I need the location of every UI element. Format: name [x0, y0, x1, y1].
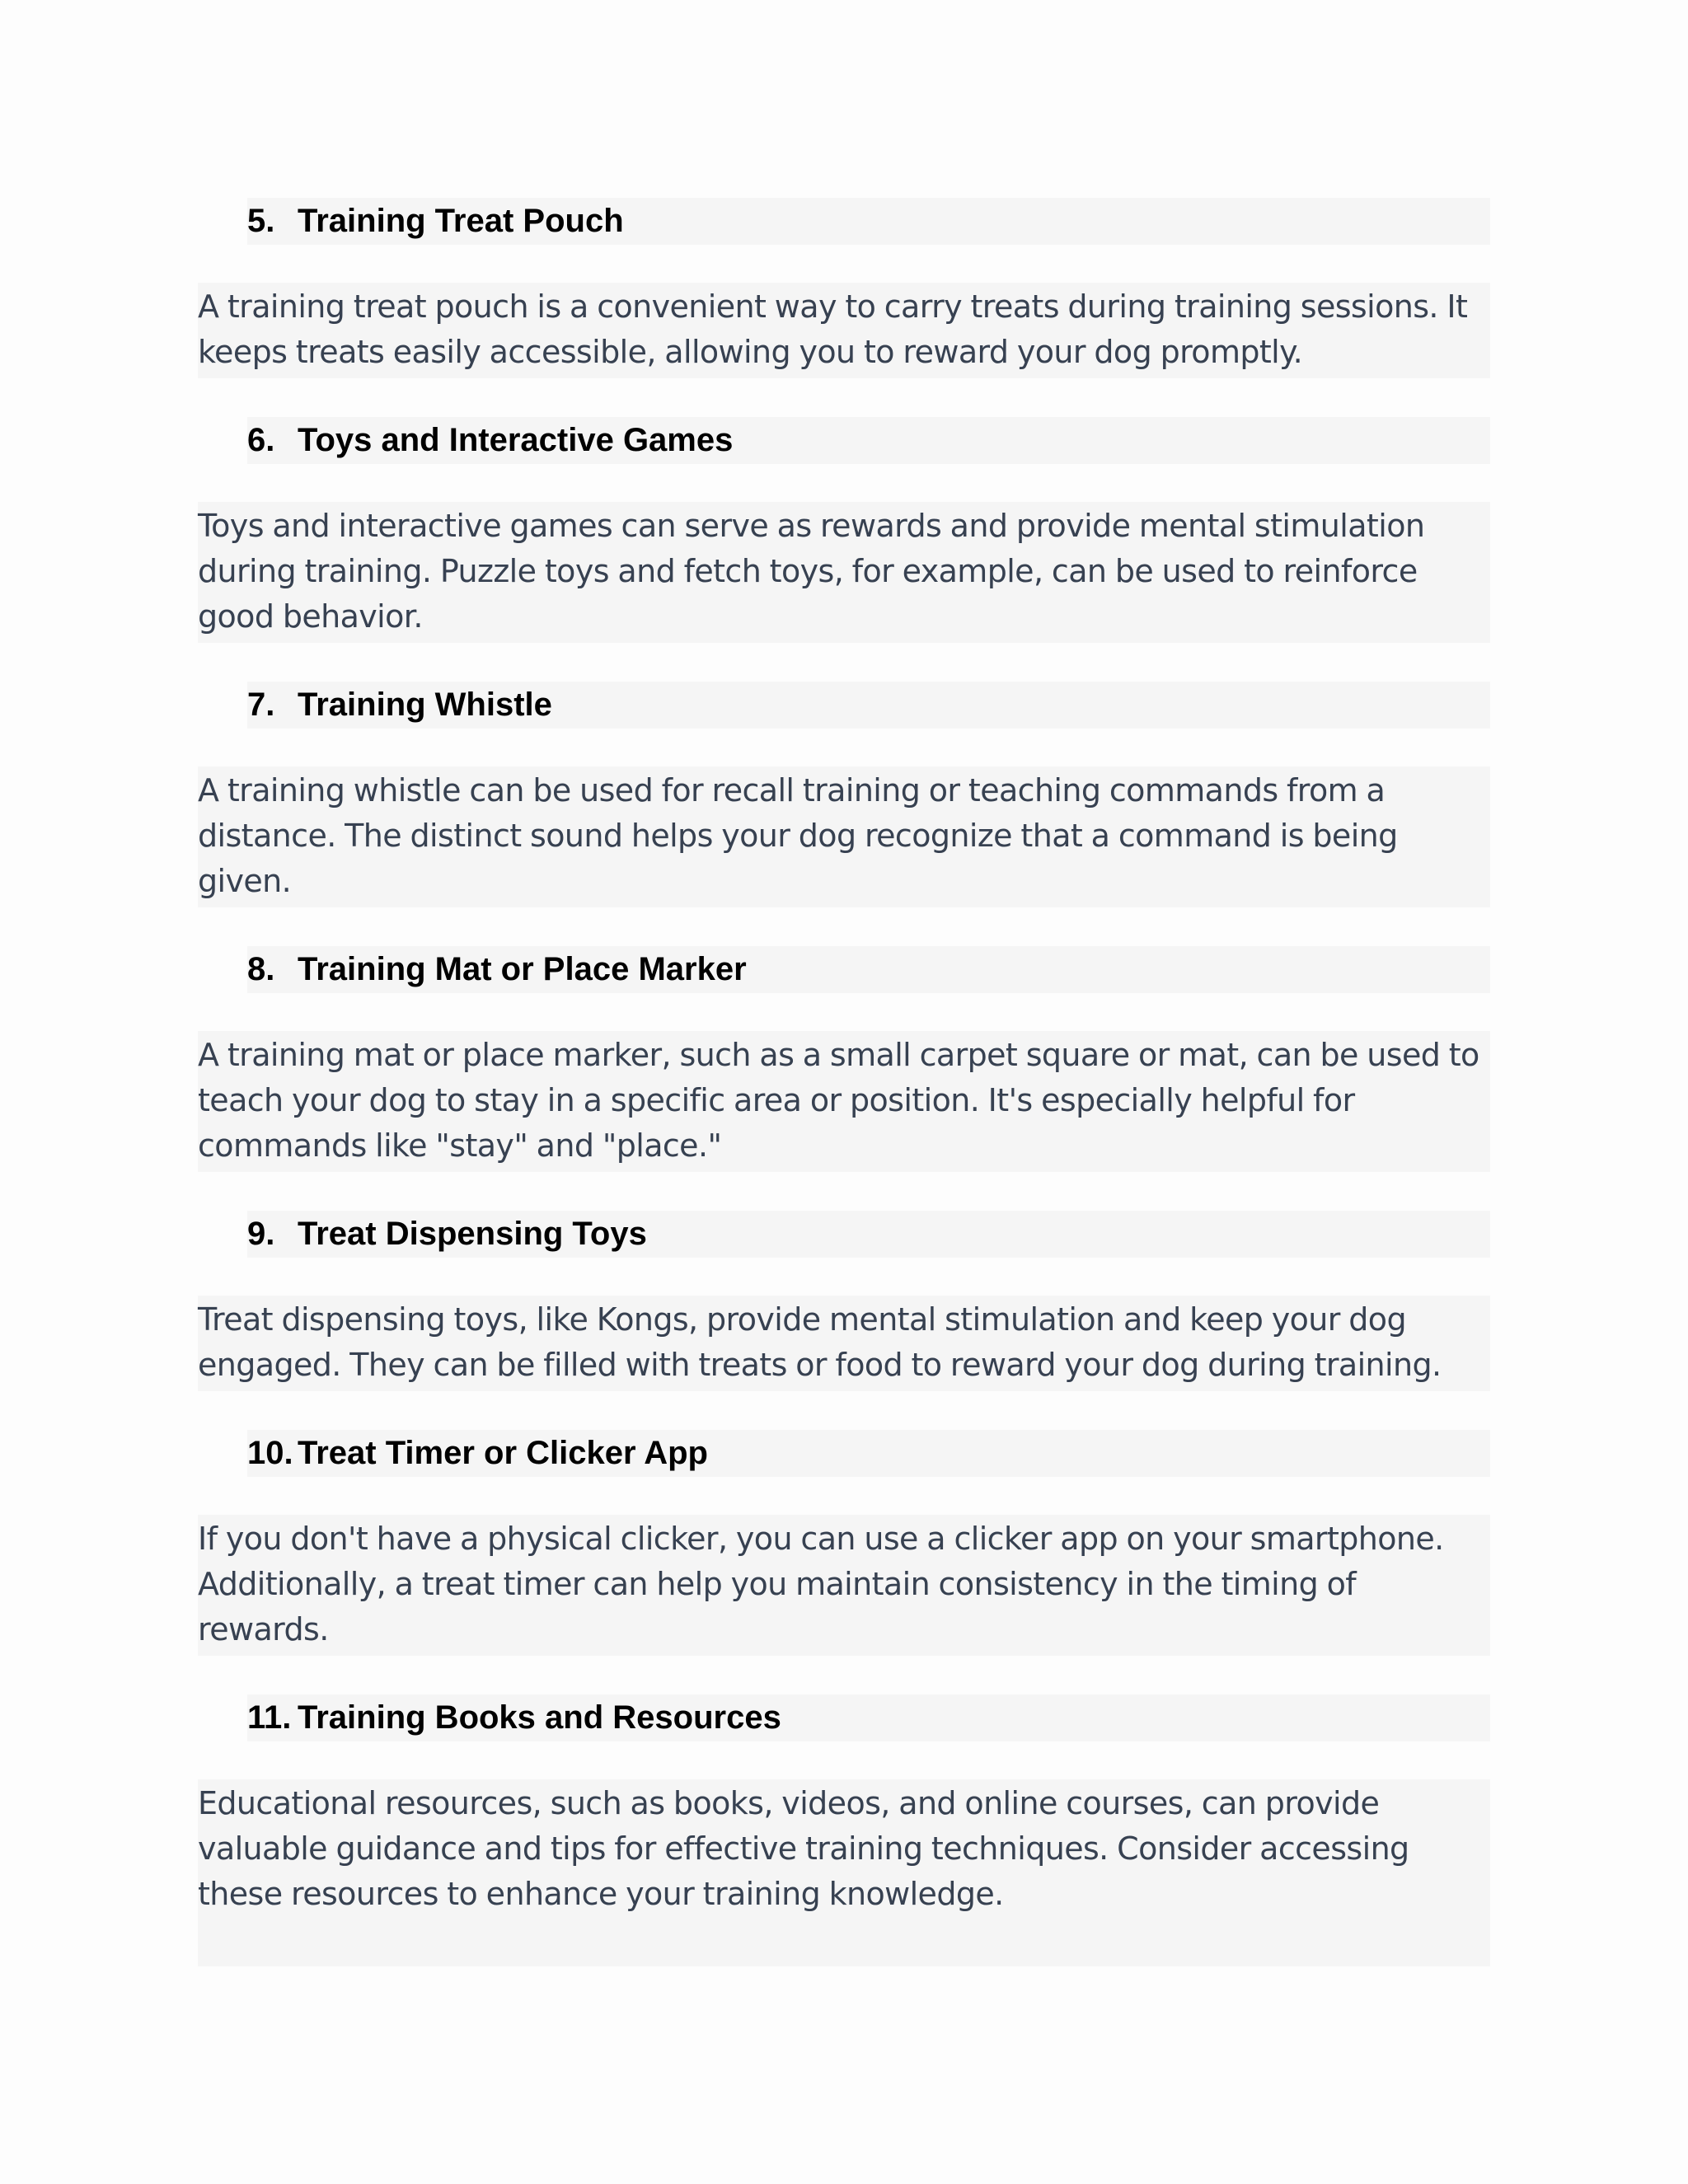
section-paragraph: Toys and interactive games can serve as rewards and provide mental stimulation during training. Puzzle toys and fetch toys, for example, can be used to reinforce good behavior. — [198, 502, 1490, 643]
section-paragraph: A training treat pouch is a convenient way to carry treats during training sessions. It keeps treats easily accessible, allowing you to reward your dog promptly. — [198, 283, 1490, 378]
section-title: Training Books and Resources — [298, 1699, 781, 1736]
section-number: 6. — [247, 422, 275, 458]
section-paragraph: A training whistle can be used for recall training or teaching commands from a distance. The distinct sound helps your dog recognize that a command is being given. — [198, 766, 1490, 907]
section-paragraph: If you don't have a physical clicker, you can use a clicker app on your smartphone. Additionally, a treat timer can help you maintain consistency in the timing of rewards. — [198, 1515, 1490, 1656]
section-title: Treat Timer or Clicker App — [298, 1435, 708, 1471]
document-page — [198, 198, 1490, 2005]
section-number: 5. — [247, 203, 275, 239]
section-title: Training Whistle — [298, 687, 552, 723]
section-heading — [247, 1430, 1490, 1477]
section-number: 8. — [247, 951, 275, 987]
section-paragraph: Treat dispensing toys, like Kongs, provide mental stimulation and keep your dog engaged. They can be filled with treats or food to reward your dog during training. — [198, 1296, 1490, 1391]
section-title: Training Treat Pouch — [298, 203, 624, 239]
section-number: 9. — [247, 1216, 275, 1252]
section-number: 7. — [247, 687, 275, 723]
section-heading — [247, 682, 1490, 729]
section-title: Treat Dispensing Toys — [298, 1216, 647, 1252]
section-heading — [247, 946, 1490, 993]
section-number: 11. — [247, 1699, 292, 1736]
section-heading — [247, 1694, 1490, 1741]
section-paragraph: Educational resources, such as books, videos, and online courses, can provide valuable guidance and tips for effective training techniques. Consider accessing these resources to enhance your training knowledge. — [198, 1779, 1490, 1966]
section-heading — [247, 417, 1490, 464]
section-heading — [247, 1211, 1490, 1258]
section-heading — [247, 198, 1490, 245]
section-title: Training Mat or Place Marker — [298, 951, 747, 987]
section-title: Toys and Interactive Games — [298, 422, 734, 458]
section-number: 10. — [247, 1435, 293, 1471]
section-paragraph: A training mat or place marker, such as a small carpet square or mat, can be used to teach your dog to stay in a specific area or position. It's especially helpful for commands like "stay" and "place." — [198, 1031, 1490, 1172]
